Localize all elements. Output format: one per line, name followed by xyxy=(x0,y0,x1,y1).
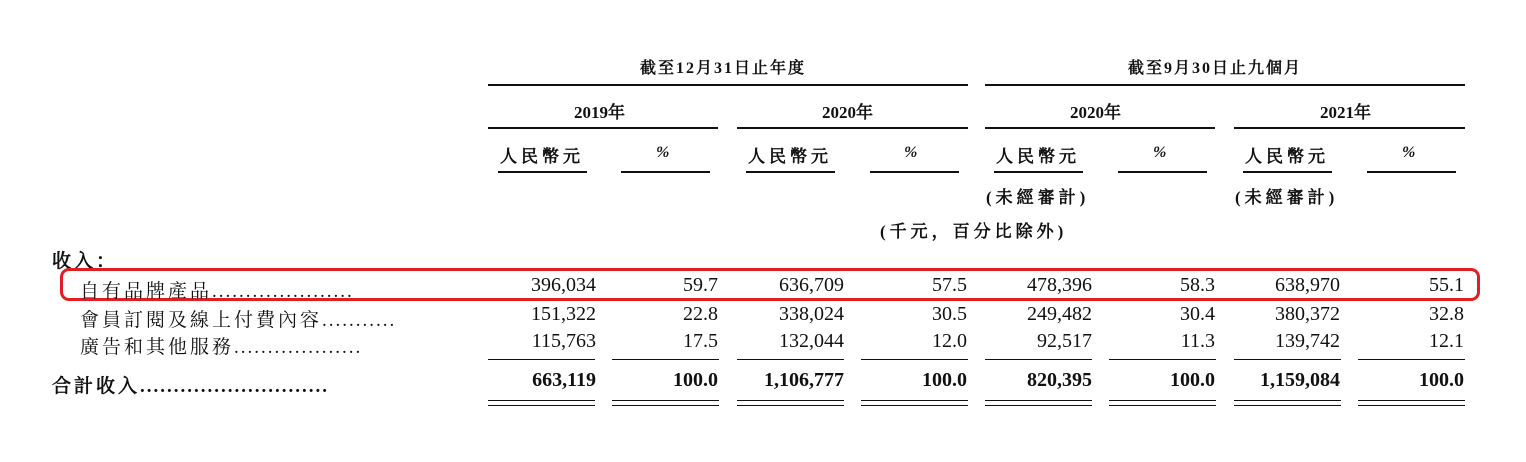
total-double-rule-3 xyxy=(737,400,844,406)
row1-value-3: 636,709 xyxy=(779,274,844,296)
total-double-rule-5 xyxy=(985,400,1092,406)
row-label-own-brand: 自有品牌產品..................... xyxy=(80,281,354,302)
row3-value-1: 115,763 xyxy=(531,330,596,352)
subtotal-rule-7 xyxy=(1234,359,1341,360)
total-value-1: 663,119 xyxy=(532,369,596,391)
total-double-rule-8 xyxy=(1358,400,1465,406)
total-value-4: 100.0 xyxy=(922,369,967,391)
total-double-rule-2 xyxy=(612,400,719,406)
row1-value-5: 478,396 xyxy=(1027,274,1092,296)
col-rule-8 xyxy=(1367,171,1456,173)
units-note: (千元，百分比除外) xyxy=(880,222,1068,241)
year-header-2020a: 2020年 xyxy=(822,103,873,122)
total-value-7: 1,159,084 xyxy=(1260,369,1340,391)
row1-value-1: 396,034 xyxy=(531,274,596,296)
row-label-total: 合計收入............................ xyxy=(52,376,330,397)
row3-value-6: 11.3 xyxy=(1180,330,1215,352)
total-value-8: 100.0 xyxy=(1419,369,1464,391)
col-header-rmb-3: 人民幣元 xyxy=(996,147,1080,166)
subtotal-rule-6 xyxy=(1109,359,1216,360)
total-value-6: 100.0 xyxy=(1170,369,1215,391)
year-header-2021: 2021年 xyxy=(1320,103,1371,122)
col-header-rmb-4: 人民幣元 xyxy=(1245,147,1329,166)
total-double-rule-1 xyxy=(488,400,595,406)
subtotal-rule-4 xyxy=(861,359,968,360)
row1-value-2: 59.7 xyxy=(683,274,718,296)
col-rule-7 xyxy=(1243,171,1332,173)
col-header-rmb-1: 人民幣元 xyxy=(500,147,584,166)
row2-value-2: 22.8 xyxy=(683,303,718,325)
total-double-rule-6 xyxy=(1109,400,1216,406)
subtotal-rule-5 xyxy=(985,359,1092,360)
period-header-year: 截至12月31日止年度 xyxy=(640,60,807,77)
row-label-advertising: 廣告和其他服務................... xyxy=(80,337,363,358)
row2-value-3: 338,024 xyxy=(779,303,844,325)
total-value-3: 1,106,777 xyxy=(764,369,844,391)
row3-value-2: 17.5 xyxy=(683,330,718,352)
unaudited-note-2: (未經審計) xyxy=(1235,188,1339,207)
subtotal-rule-2 xyxy=(612,359,719,360)
subtotal-rule-3 xyxy=(737,359,844,360)
total-value-2: 100.0 xyxy=(673,369,718,391)
row-label-membership: 會員訂閱及線上付費內容........... xyxy=(80,310,397,331)
col-rule-5 xyxy=(994,171,1083,173)
col-rule-6 xyxy=(1118,171,1207,173)
col-rule-2 xyxy=(621,171,710,173)
subtotal-rule-1 xyxy=(488,359,595,360)
row1-value-4: 57.5 xyxy=(932,274,967,296)
row2-value-4: 30.5 xyxy=(932,303,967,325)
subtotal-rule-8 xyxy=(1358,359,1465,360)
row3-value-8: 12.1 xyxy=(1429,330,1464,352)
col-rule-1 xyxy=(498,171,587,173)
col-rule-4 xyxy=(870,171,959,173)
year-header-2020b: 2020年 xyxy=(1070,103,1121,122)
row1-value-8: 55.1 xyxy=(1429,274,1464,296)
year-rule-3 xyxy=(985,127,1215,129)
col-header-pct-2: % xyxy=(904,144,918,161)
section-label-revenue: 收入： xyxy=(52,251,119,272)
total-double-rule-7 xyxy=(1234,400,1341,406)
period1-rule xyxy=(488,84,968,86)
total-double-rule-4 xyxy=(861,400,968,406)
year-rule-4 xyxy=(1234,127,1465,129)
total-value-5: 820,395 xyxy=(1027,369,1092,391)
row1-value-6: 58.3 xyxy=(1180,274,1215,296)
unaudited-note-1: (未經審計) xyxy=(986,188,1090,207)
row1-value-7: 638,970 xyxy=(1275,274,1340,296)
col-header-pct-4: % xyxy=(1402,144,1416,161)
row3-value-5: 92,517 xyxy=(1037,330,1092,352)
row3-value-4: 12.0 xyxy=(932,330,967,352)
row2-value-6: 30.4 xyxy=(1180,303,1215,325)
year-header-2019: 2019年 xyxy=(574,103,625,122)
row2-value-7: 380,372 xyxy=(1275,303,1340,325)
col-header-rmb-2: 人民幣元 xyxy=(748,147,832,166)
year-rule-1 xyxy=(488,127,718,129)
period-header-nine-months: 截至9月30日止九個月 xyxy=(1128,60,1303,77)
col-rule-3 xyxy=(746,171,835,173)
year-rule-2 xyxy=(737,127,968,129)
row2-value-5: 249,482 xyxy=(1027,303,1092,325)
period2-rule xyxy=(985,84,1465,86)
col-header-pct-3: % xyxy=(1153,144,1167,161)
col-header-pct-1: % xyxy=(656,144,670,161)
row2-value-8: 32.8 xyxy=(1429,303,1464,325)
row2-value-1: 151,322 xyxy=(531,303,596,325)
row3-value-7: 139,742 xyxy=(1275,330,1340,352)
row3-value-3: 132,044 xyxy=(779,330,844,352)
